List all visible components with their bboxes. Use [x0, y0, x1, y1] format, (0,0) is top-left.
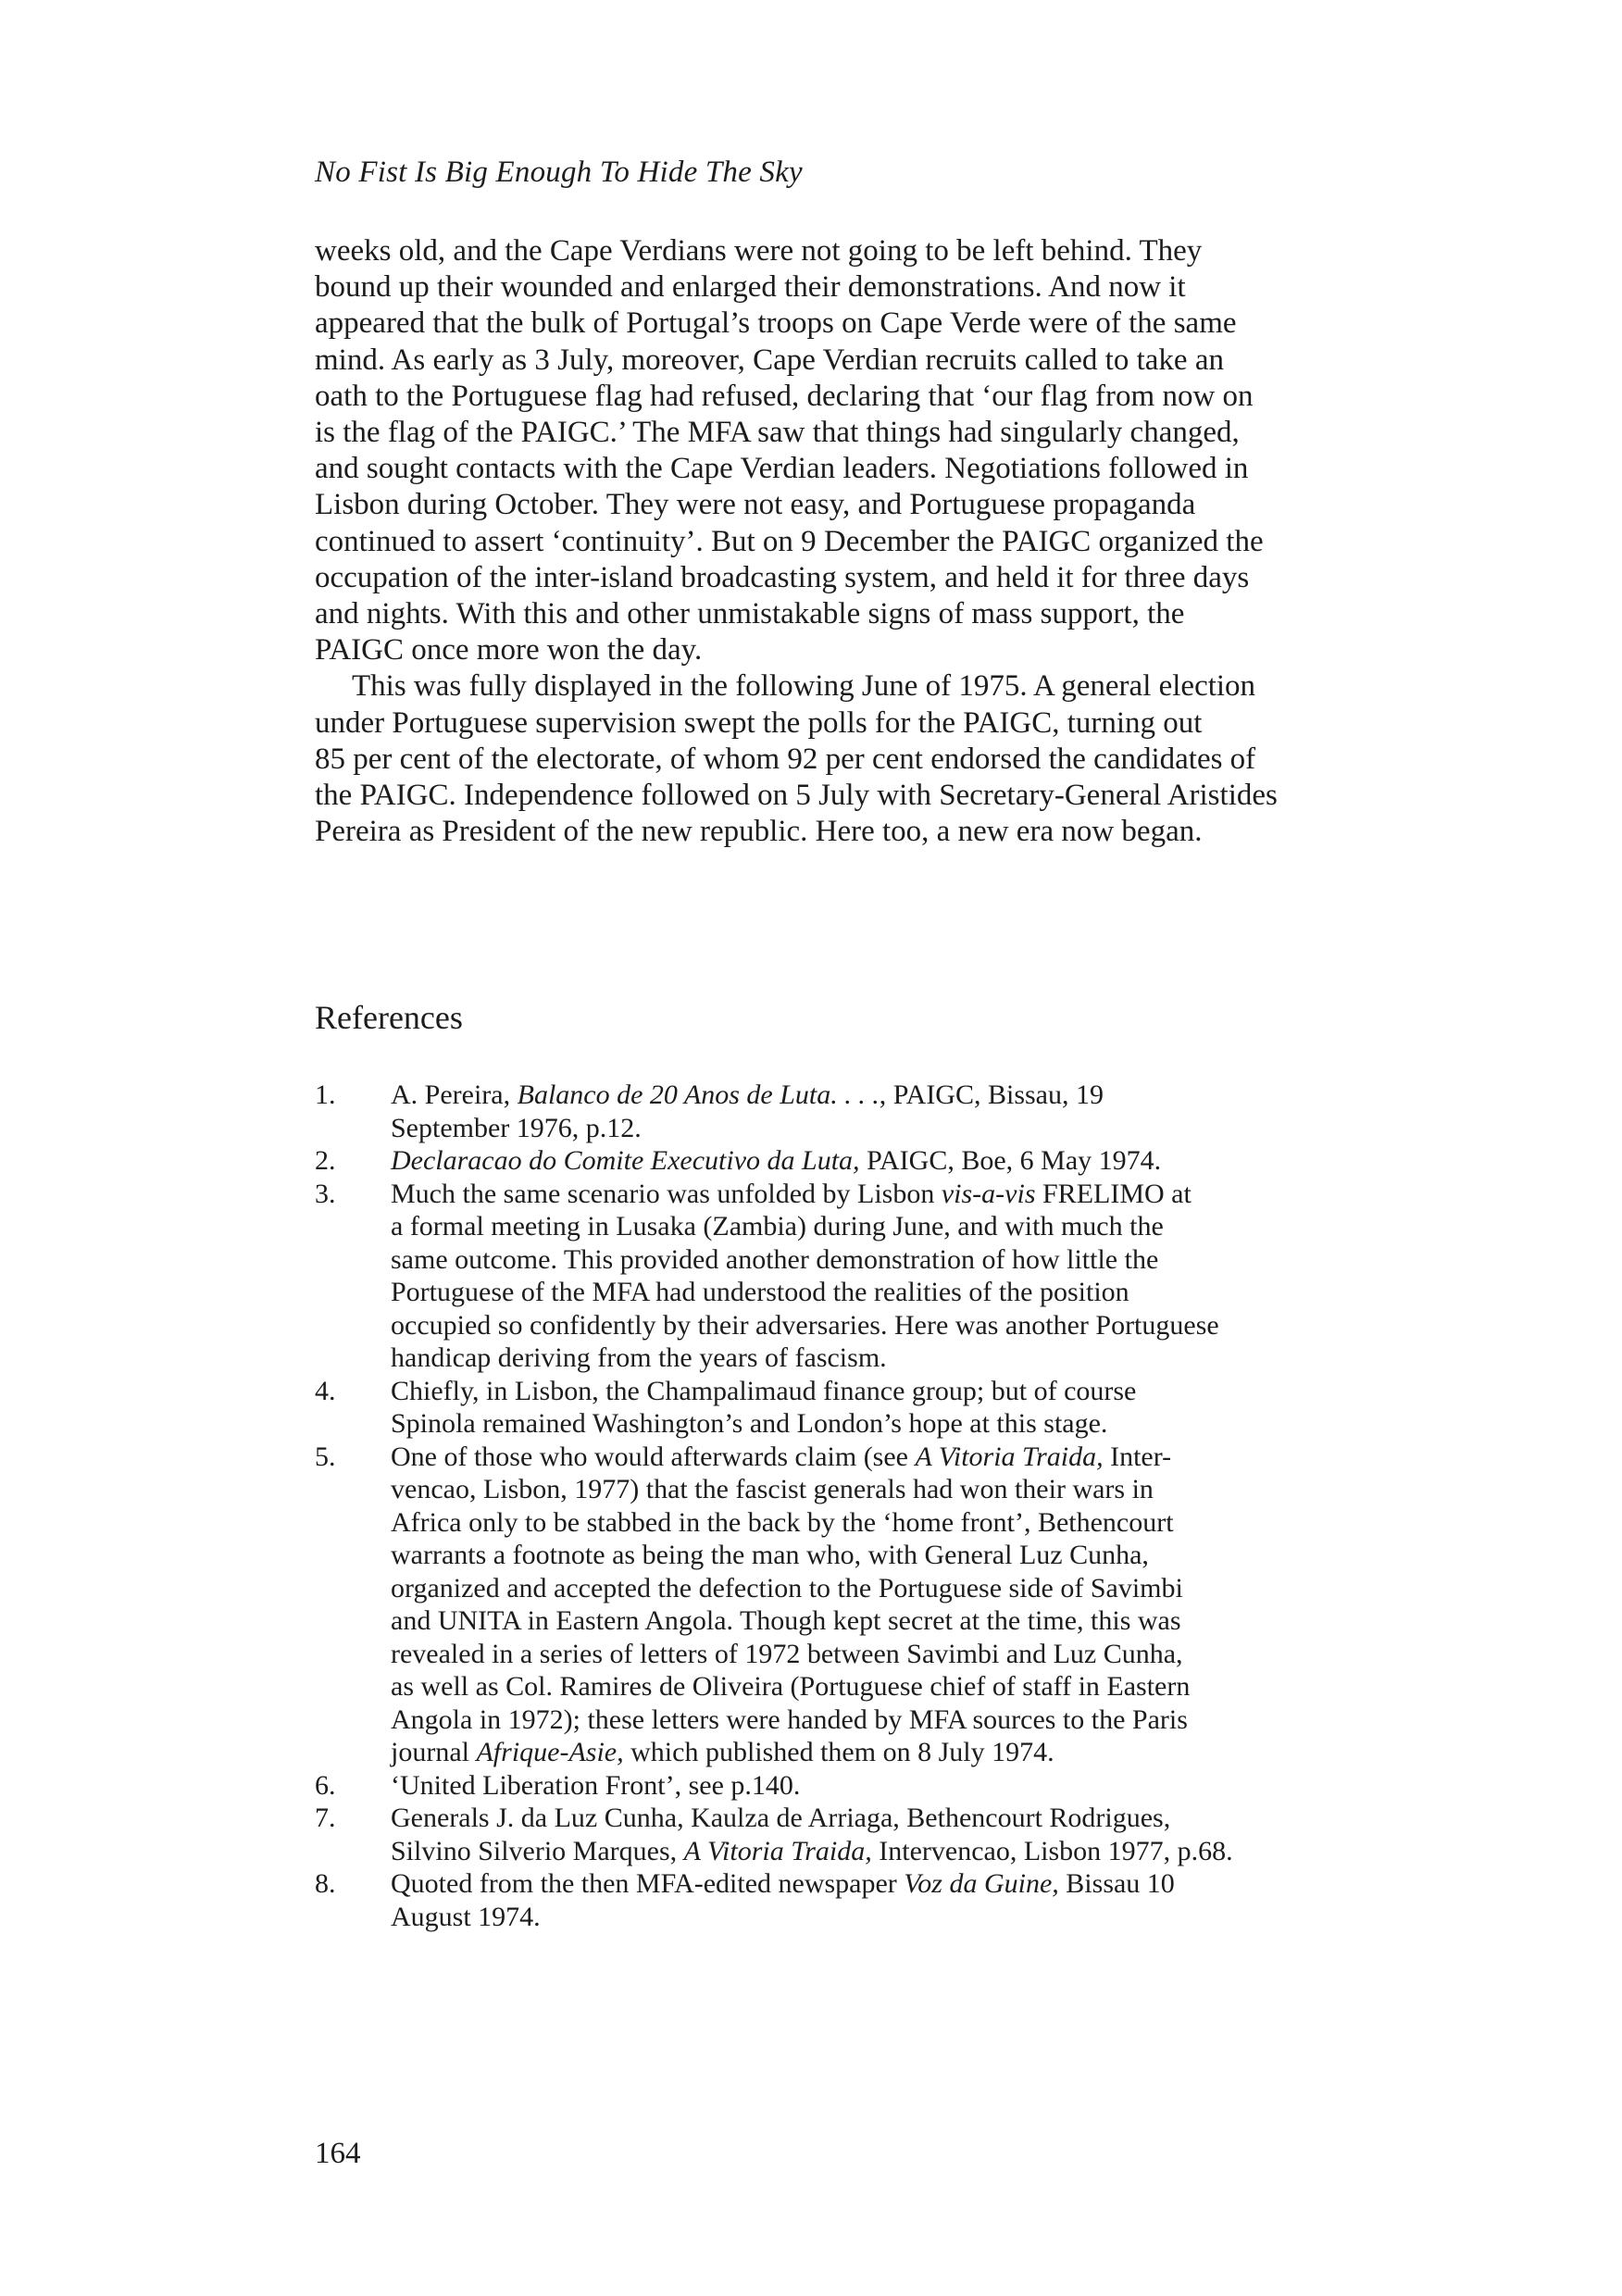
- reference-text: Quoted from the then MFA-edited newspaper: [391, 1868, 905, 1899]
- reference-title: Declaracao do Comite Executivo da Luta,: [391, 1145, 860, 1176]
- body-line: mind. As early as 3 July, moreover, Cape Verdian recruits called to take an: [315, 343, 1224, 377]
- reference-line: [391, 1441, 1481, 1474]
- reference-line: Africa only to be stabbed in the back by the ‘home front’, Bethencourt: [391, 1506, 1174, 1538]
- body-line: the PAIGC. Independence followed on 5 July with Secretary-General Aristides: [315, 779, 1278, 813]
- reference-text: Inter-: [1103, 1441, 1172, 1472]
- reference-line: Spinola remained Washington’s and London’s hope at this stage.: [391, 1408, 1108, 1439]
- paragraph-2: [315, 668, 1472, 850]
- body-line: Pereira as President of the new republic. Here too, a new era now began.: [315, 815, 1203, 849]
- body-line: PAIGC once more won the day.: [315, 633, 703, 668]
- body-line: is the flag of the PAIGC.’ The MFA saw that things had singularly changed,: [315, 416, 1240, 450]
- reference-line: warrants a footnote as being the man who, with General Luz Cunha,: [391, 1540, 1149, 1570]
- reference-line: August 1974.: [391, 1901, 541, 1932]
- reference-item: [315, 1441, 1481, 1769]
- body-line: occupation of the inter-island broadcasting system, and held it for three days: [315, 560, 1250, 594]
- reference-text: , PAIGC, Bissau, 19: [879, 1079, 1104, 1110]
- reference-line: [391, 1867, 1481, 1901]
- reference-title: Afrique-Asie,: [476, 1737, 624, 1767]
- body-line: under Portuguese supervision swept the polls for the PAIGC, turning out: [315, 705, 1203, 740]
- reference-text: One of those who would afterwards claim (see: [391, 1441, 916, 1472]
- reference-item: [315, 1867, 1481, 1933]
- reference-line: occupied so confidently by their adversaries. Here was another Portuguese: [391, 1309, 1219, 1341]
- body-line: bound up their wounded and enlarged their demonstrations. And now it: [315, 270, 1186, 305]
- reference-title: Balanco de 20 Anos de Luta. . . .: [517, 1079, 880, 1110]
- references-heading: References: [315, 999, 463, 1036]
- reference-title: Voz da Guine,: [904, 1868, 1059, 1899]
- reference-line: [391, 1835, 1481, 1868]
- reference-line: revealed in a series of letters of 1972 between Savimbi and Luz Cunha,: [391, 1638, 1183, 1669]
- reference-item: [315, 1144, 1481, 1178]
- page-number: 164: [315, 2137, 361, 2170]
- reference-text: PAIGC, Boe, 6 May 1974.: [859, 1145, 1162, 1176]
- reference-line: a formal meeting in Lusaka (Zambia) during June, and with much the: [391, 1211, 1164, 1242]
- reference-number: 6.: [315, 1769, 336, 1801]
- body-line: Lisbon during October. They were not easy, and Portuguese propaganda: [315, 488, 1196, 522]
- reference-item: [315, 1769, 1481, 1803]
- reference-line: September 1976, p.12.: [391, 1112, 642, 1143]
- reference-line: [391, 1178, 1481, 1211]
- reference-text: which published them on 8 July 1974.: [623, 1737, 1054, 1767]
- reference-line: ‘United Liberation Front’, see p.140.: [391, 1769, 801, 1801]
- reference-number: 8.: [315, 1868, 336, 1899]
- body-line: weeks old, and the Cape Verdians were not going to be left behind. They: [315, 234, 1203, 268]
- body-line: 85 per cent of the electorate, of whom 92 per cent endorsed the candidates of: [315, 742, 1256, 776]
- reference-title: A Vitoria Traida,: [915, 1441, 1104, 1472]
- reference-number: 4.: [315, 1375, 336, 1406]
- references-list: [315, 1079, 1481, 1933]
- reference-text: FRELIMO at: [1035, 1178, 1192, 1209]
- reference-line: and UNITA in Eastern Angola. Though kept secret at the time, this was: [391, 1605, 1181, 1636]
- reference-item: [315, 1178, 1481, 1375]
- reference-line: [391, 1736, 1481, 1769]
- reference-line: [391, 1079, 1481, 1112]
- paragraph-1: [315, 233, 1472, 668]
- reference-text: Intervencao, Lisbon 1977, p.68.: [871, 1835, 1233, 1866]
- reference-number: 7.: [315, 1803, 336, 1833]
- running-head: No Fist Is Big Enough To Hide The Sky: [315, 156, 803, 189]
- reference-line: Angola in 1972); these letters were handed by MFA sources to the Paris: [391, 1703, 1188, 1735]
- reference-text: Bissau 10: [1058, 1868, 1175, 1899]
- reference-text: journal: [391, 1737, 477, 1767]
- body-line: This was fully displayed in the following June of 1975. A general election: [352, 669, 1256, 704]
- reference-title: vis-a-vis: [941, 1178, 1036, 1209]
- reference-number: 3.: [315, 1178, 336, 1209]
- body-line: and sought contacts with the Cape Verdian leaders. Negotiations followed in: [315, 452, 1249, 486]
- reference-line: as well as Col. Ramires de Oliveira (Portuguese chief of staff in Eastern: [391, 1671, 1191, 1702]
- reference-text: Silvino Silverio Marques,: [391, 1835, 684, 1866]
- reference-line: organized and accepted the defection to the Portuguese side of Savimbi: [391, 1572, 1183, 1603]
- reference-line: Chiefly, in Lisbon, the Champalimaud finance group; but of course: [391, 1375, 1137, 1406]
- reference-number: 5.: [315, 1441, 336, 1472]
- reference-line: handicap deriving from the years of fascism.: [391, 1342, 887, 1373]
- reference-number: 2.: [315, 1145, 336, 1176]
- body-line: and nights. With this and other unmistakable signs of mass support, the: [315, 597, 1185, 631]
- reference-line: [391, 1144, 1481, 1178]
- reference-text: Much the same scenario was unfolded by Lisbon: [391, 1178, 942, 1209]
- reference-title: A Vitoria Traida,: [683, 1835, 872, 1866]
- body-text: [315, 233, 1472, 850]
- reference-number: 1.: [315, 1079, 336, 1110]
- reference-line: vencao, Lisbon, 1977) that the fascist generals had won their wars in: [391, 1474, 1154, 1504]
- body-line: continued to assert ‘continuity’. But on 9 December the PAIGC organized the: [315, 524, 1264, 558]
- reference-item: [315, 1079, 1481, 1144]
- reference-item: [315, 1375, 1481, 1441]
- reference-item: [315, 1802, 1481, 1867]
- reference-line: same outcome. This provided another demonstration of how little the: [391, 1243, 1159, 1275]
- reference-text: A. Pereira,: [391, 1079, 518, 1110]
- reference-line: Generals J. da Luz Cunha, Kaulza de Arriaga, Bethencourt Rodrigues,: [391, 1803, 1171, 1833]
- body-line: appeared that the bulk of Portugal’s troops on Cape Verde were of the same: [315, 306, 1237, 341]
- body-line: oath to the Portuguese flag had refused, declaring that ‘our flag from now on: [315, 379, 1254, 413]
- reference-line: Portuguese of the MFA had understood the realities of the position: [391, 1277, 1129, 1307]
